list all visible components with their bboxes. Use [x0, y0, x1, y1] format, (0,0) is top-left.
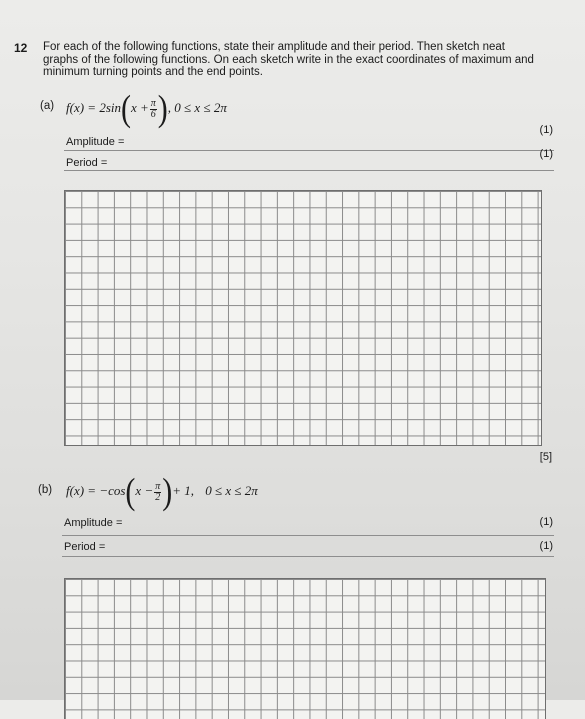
- left-paren: (: [125, 470, 136, 512]
- function-suffix: + 1,: [172, 482, 195, 498]
- function-domain: , 0 ≤ x ≤ 2π: [167, 99, 227, 115]
- instruction-line: minimum turning points and the end points.: [43, 66, 263, 78]
- part-a-function: [66, 87, 227, 129]
- sketch-marks: [5]: [539, 451, 552, 463]
- amplitude-label: Amplitude =: [64, 517, 123, 529]
- period-label: Period =: [64, 541, 106, 553]
- instruction-line: For each of the following functions, state their amplitude and their period. Then sketch neat: [43, 41, 505, 53]
- right-paren: ): [157, 87, 168, 129]
- function-prefix: f(x) = −cos: [66, 482, 126, 498]
- amplitude-answer-line[interactable]: [64, 150, 554, 151]
- amplitude-marks: (1): [539, 516, 553, 528]
- period-marks: (1): [539, 540, 553, 552]
- fraction-denominator: 6: [150, 108, 156, 120]
- period-answer-line[interactable]: [64, 170, 554, 171]
- question-number: 12: [14, 41, 28, 55]
- amplitude-marks: (1): [539, 124, 553, 136]
- right-paren: ): [162, 470, 173, 512]
- function-domain: 0 ≤ x ≤ 2π: [205, 482, 258, 498]
- period-marks: (1): [539, 148, 553, 160]
- amplitude-answer-line[interactable]: [62, 535, 554, 536]
- part-b-function: [66, 470, 258, 512]
- fraction: [154, 482, 161, 503]
- period-answer-line[interactable]: [62, 556, 554, 557]
- function-inner: x −: [135, 482, 154, 498]
- function-inner: x +: [130, 99, 149, 115]
- period-label: Period =: [66, 157, 108, 169]
- function-prefix: f(x) = 2sin: [66, 99, 121, 115]
- fraction: [150, 99, 157, 120]
- fraction-denominator: 2: [155, 491, 161, 503]
- part-b-label: (b): [38, 484, 53, 496]
- instruction-line: graphs of the following functions. On each sketch write in the exact coordinates of maximum and: [43, 53, 534, 66]
- fraction-numerator: π: [150, 97, 156, 109]
- amplitude-label: Amplitude =: [66, 136, 125, 148]
- part-a-label: (a): [40, 100, 55, 112]
- left-paren: (: [120, 87, 131, 129]
- sketch-grid-a[interactable]: [64, 190, 542, 446]
- sketch-grid-b[interactable]: [64, 578, 546, 719]
- question-instructions: [43, 41, 563, 79]
- fraction-numerator: π: [155, 480, 161, 492]
